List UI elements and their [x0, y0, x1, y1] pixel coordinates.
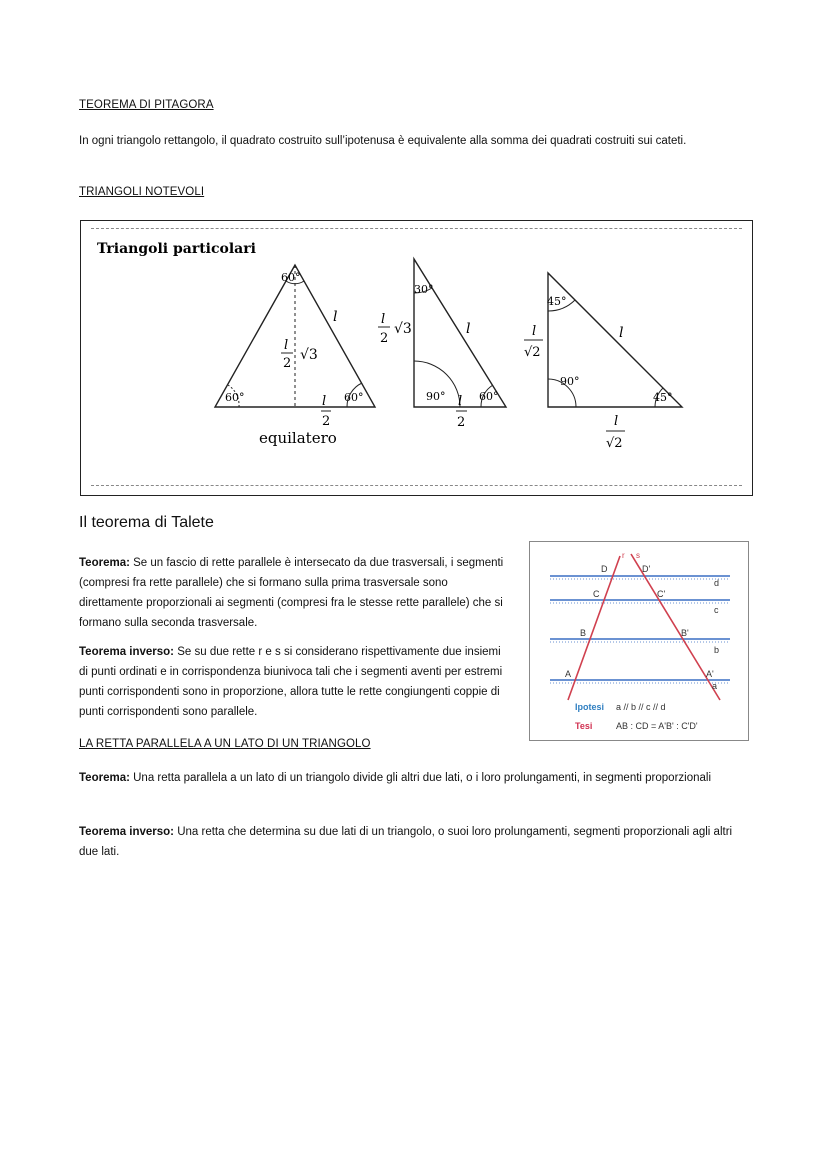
eq-base-num: l: [322, 394, 327, 409]
label-r: r: [622, 551, 625, 560]
t3060-hyp: l: [466, 321, 471, 337]
line-label-b: b: [714, 645, 720, 655]
t3060-right-angle: 90°: [426, 390, 446, 403]
eq-right-angle: 60°: [344, 391, 364, 404]
eq-side-label: l: [333, 309, 338, 325]
t3060-bottom-angle: 60°: [479, 390, 499, 403]
t3060-leg-den: 2: [380, 331, 389, 346]
ipotesi-label: Ipotesi: [575, 702, 605, 712]
retta-heading: LA RETTA PARALLELA A UN LATO DI UN TRIANGOLO: [79, 738, 371, 750]
triangle-30-60-90: [378, 259, 506, 430]
talete-teorema-label: Teorema:: [79, 557, 130, 569]
point-D: D: [601, 564, 608, 574]
t3060-leg-num: l: [381, 312, 386, 327]
eq-height-num: l: [284, 338, 289, 353]
talete-svg: [530, 542, 748, 740]
t3060-leg-root: √3: [394, 321, 412, 337]
line-label-a: a: [712, 681, 718, 691]
pitagora-heading: TEOREMA DI PITAGORA: [79, 99, 214, 111]
talete-teorema-text: Se un fascio di rette parallele è intersecato da due trasversali, i segmenti (compresi fra rette parallele) che si formano sulla prima trasversale sono direttamente proporzionali ai segmenti (compresi fra le stesse rette parallele) che si formano sulla seconda trasversale.: [79, 557, 504, 629]
talete-title: Il teorema di Talete: [79, 514, 214, 531]
retta-teorema-label: Teorema:: [79, 772, 130, 784]
pitagora-text: In ogni triangolo rettangolo, il quadrato costruito sull’ipotenusa è equivalente alla somma dei quadrati costruiti sui cateti.: [79, 135, 687, 147]
figure-title: Triangoli particolari: [97, 241, 256, 257]
tesi-text: AB : CD = A'B' : C'D': [616, 721, 698, 731]
line-label-c: c: [714, 605, 719, 615]
retta-inverso: [79, 822, 749, 862]
equilateral-triangle: [215, 265, 375, 447]
talete-inverso: [79, 642, 509, 722]
triangle-45-45-90: [524, 273, 682, 451]
t3060-base-den: 2: [457, 415, 466, 430]
label-s: s: [636, 551, 640, 560]
retta-teorema: [79, 768, 749, 788]
t45-leg-num: l: [532, 324, 537, 339]
retta-inverso-label: Teorema inverso:: [79, 826, 175, 838]
eq-height-root: √3: [300, 347, 318, 363]
t3060-shape: [414, 259, 506, 407]
point-B1: B': [681, 628, 689, 638]
t3060-base-num: l: [458, 394, 463, 409]
t45-right-angle: 90°: [560, 375, 580, 388]
transversal-r: [568, 556, 620, 700]
triangoli-figure: [80, 220, 753, 496]
point-D1: D': [642, 564, 651, 574]
point-A1: A': [706, 669, 714, 679]
tesi-label: Tesi: [575, 721, 593, 731]
triangoli-svg: [81, 221, 752, 495]
talete-inverso-text: Se su due rette r e s si considerano rispettivamente due insiemi di punti ordinati e in corrispondenza biunivoca tali che i segmenti aventi per estremi punti corrispondenti sono in proporzione, allora tutte le rette congiungenti coppie di punti corrispondenti sono parallele.: [79, 646, 503, 718]
eq-top-angle: 60°: [281, 271, 301, 284]
notevoli-heading: TRIANGOLI NOTEVOLI: [79, 186, 205, 198]
retta-teorema-text: Una retta parallela a un lato di un triangolo divide gli altri due lati, o i loro prolungamenti, in segmenti proporzionali: [129, 772, 712, 784]
eq-base-den: 2: [322, 414, 331, 429]
point-B: B: [580, 628, 587, 638]
point-C: C: [593, 589, 600, 599]
t45-base-den: √2: [606, 436, 623, 451]
point-C1: C': [657, 589, 666, 599]
talete-figure: [529, 541, 749, 741]
eq-height-den: 2: [283, 356, 292, 371]
eq-caption: equilatero: [259, 429, 337, 447]
t45-base-num: l: [614, 414, 619, 429]
eq-left-angle: 60°: [225, 391, 245, 404]
t45-hyp: l: [619, 325, 624, 341]
line-label-d: d: [714, 578, 720, 588]
t45-top-angle: 45°: [547, 295, 567, 308]
t45-leg-den: √2: [524, 345, 541, 360]
talete-teorema: [79, 553, 509, 633]
ipotesi-text: a // b // c // d: [616, 702, 666, 712]
retta-inverso-text: Una retta che determina su due lati di un triangolo, o suoi loro prolungamenti, segmenti proporzionali agli altri due lati.: [79, 826, 733, 858]
talete-inverso-label: Teorema inverso:: [79, 646, 175, 658]
t45-bottom-angle: 45°: [653, 391, 673, 404]
t3060-top-angle: 30°: [414, 283, 434, 296]
point-A: A: [565, 669, 572, 679]
